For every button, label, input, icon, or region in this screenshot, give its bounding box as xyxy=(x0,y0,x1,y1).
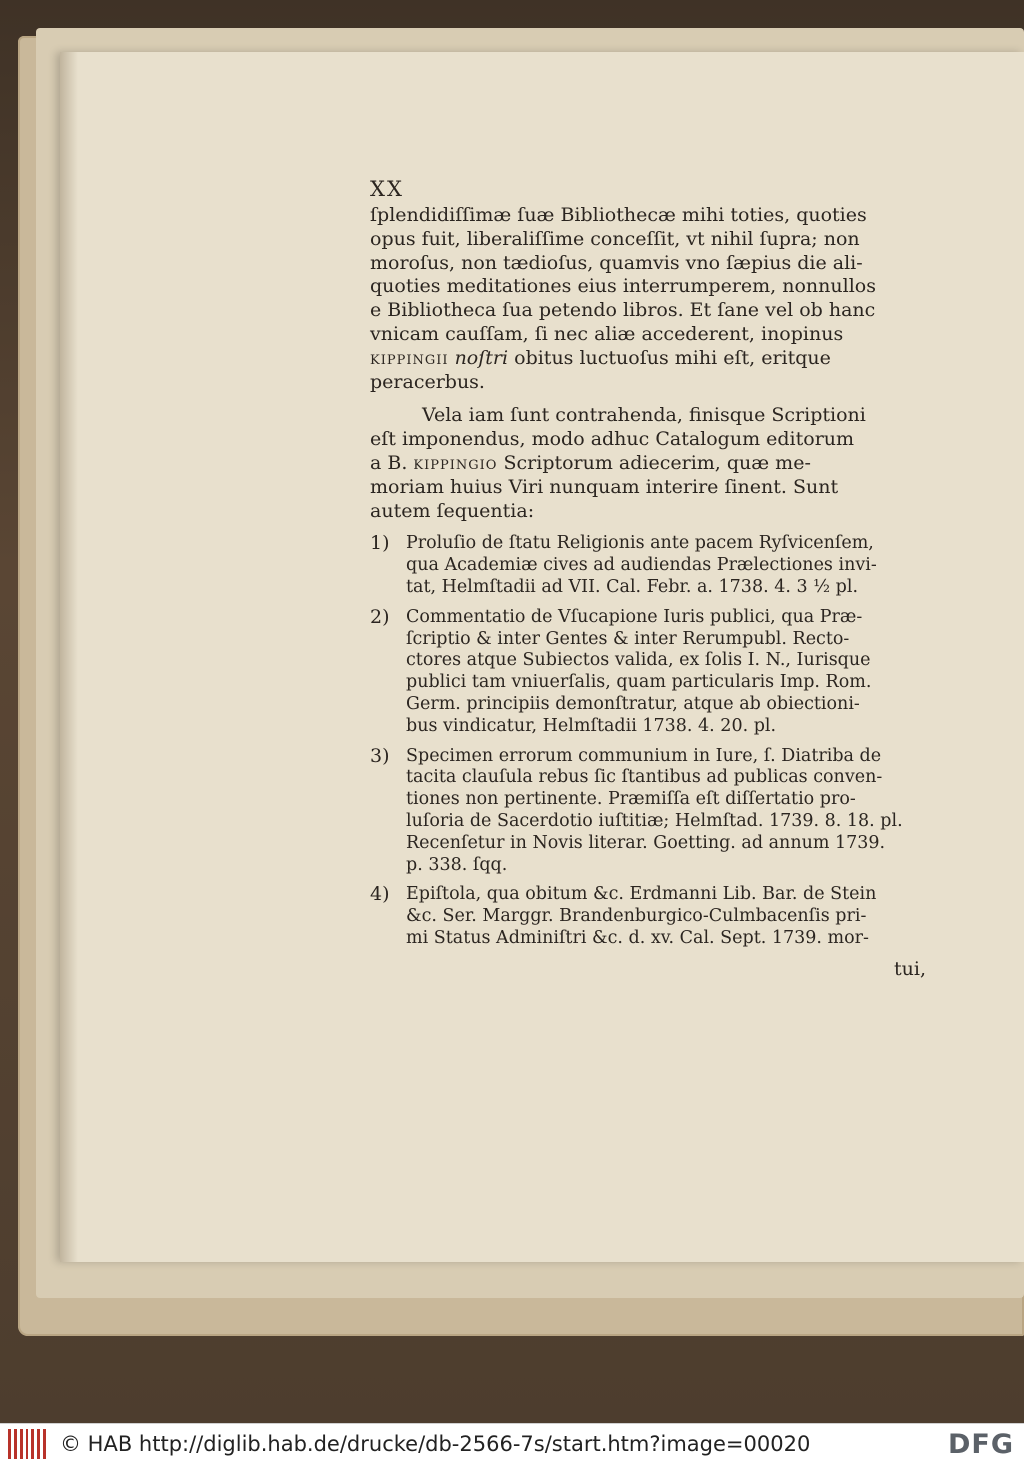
text-line: moriam huius Viri nunquam interire ſinent. Sunt xyxy=(370,475,839,498)
dfg-logo: DFG xyxy=(947,1429,1014,1460)
list-item xyxy=(370,533,926,598)
viewer-footer xyxy=(0,1423,1024,1464)
text-line: Proluſio de ſtatu Religionis ante pacem Ryſvicenſem, xyxy=(406,533,874,554)
text-line: e Bibliotheca ſua petendo libros. Et ſane vel ob hanc xyxy=(370,299,876,322)
text-line: ctores atque Subiectos valida, ex ſolis I. N., Iurisque xyxy=(406,650,871,671)
page-number: XX xyxy=(370,177,404,201)
text-line: Specimen errorum communium in Iure, ſ. Diatriba de xyxy=(406,745,882,766)
text-line: p. 338. ſqq. xyxy=(406,854,508,875)
text-line: autem ſequentia: xyxy=(370,499,535,522)
paragraph-2 xyxy=(370,404,926,523)
text-run: a B. xyxy=(370,451,408,474)
text-line: Germ. principiis demonſtratur, atque ab obiectioni- xyxy=(406,693,860,714)
item-number: 4) xyxy=(370,883,390,906)
text-line: ſplendidiſſimæ ſuæ Bibliothecæ mihi toties, quoties xyxy=(370,204,867,226)
text-line: peracerbus. xyxy=(370,370,485,393)
text-line: eſt imponendus, modo adhuc Catalogum editorum xyxy=(370,428,855,451)
page-gutter-shadow xyxy=(60,52,78,1262)
catchword: tui, xyxy=(894,957,926,980)
name-kippingio: kippingio xyxy=(413,451,498,474)
list-item xyxy=(370,884,926,949)
text-line: tacita clauſula rebus ſic ſtantibus ad publicas conven- xyxy=(406,767,883,788)
list-item xyxy=(370,607,926,738)
text-line: opus fuit, liberaliſſime conceſſit, vt nihil ſupra; non xyxy=(370,227,860,250)
name-kippingii: kippingii xyxy=(370,346,449,369)
list-item xyxy=(370,746,926,877)
page-text xyxy=(370,178,926,982)
item-number: 1) xyxy=(370,532,390,555)
text-line: quoties meditationes eius interrumperem, nonnullos xyxy=(370,275,876,298)
text-line: publici tam vniuerſalis, quam particularis Imp. Rom. xyxy=(406,672,872,693)
text-line: luſoria de Sacerdotio iuſtitiæ; Helmſtad. 1739. 8. 18. pl. xyxy=(406,810,903,831)
text-line xyxy=(370,452,926,476)
text-line: vnicam cauſſam, ſi nec aliæ accederent, inopinus xyxy=(370,322,844,345)
hab-logo-icon xyxy=(8,1429,46,1459)
text-run: Scriptorum adiecerim, quæ me- xyxy=(503,451,811,474)
item-number: 2) xyxy=(370,605,390,628)
text-line: tat, Helmſtadii ad VII. Cal. Febr. a. 1738. 4. 3 ½ pl. xyxy=(406,576,859,597)
text-line: ſcriptio & inter Gentes & inter Rerumpubl. Recto- xyxy=(406,628,850,649)
copyright-url[interactable]: © HAB http://diglib.hab.de/drucke/db-2566-7s/start.htm?image=00020 xyxy=(60,1432,811,1456)
text-line: Commentatio de Vſucapione Iuris publici, qua Præ- xyxy=(406,606,863,627)
text-line xyxy=(370,347,926,371)
text-line: Vela iam ſunt contrahenda, finisque Scriptioni xyxy=(422,404,866,427)
paragraph-1 xyxy=(370,204,926,394)
text-line: Recenſetur in Novis literar. Goetting. ad annum 1739. xyxy=(406,832,886,853)
text-line: Epiſtola, qua obitum &c. Erdmanni Lib. Bar. de Stein xyxy=(406,884,877,905)
works-list xyxy=(370,533,926,949)
text-line: bus vindicatur, Helmſtadii 1738. 4. 20. pl. xyxy=(406,715,777,736)
text-run: obitus luctuoſus mihi eſt, eritque xyxy=(514,346,831,369)
text-line: mi Status Adminiſtri &c. d. xv. Cal. Sept. 1739. mor- xyxy=(406,927,869,948)
italic-nostri: noſtri xyxy=(454,346,509,369)
text-line: &c. Ser. Marggr. Brandenburgico-Culmbacenſis pri- xyxy=(406,906,867,927)
item-number: 3) xyxy=(370,744,390,767)
text-line: moroſus, non tædioſus, quamvis vno ſæpius die ali- xyxy=(370,251,863,274)
text-line: tiones non pertinente. Præmiſſa eſt diſſertatio pro- xyxy=(406,789,856,810)
text-line: qua Academiæ cives ad audiendas Prælectiones invi- xyxy=(406,555,877,576)
